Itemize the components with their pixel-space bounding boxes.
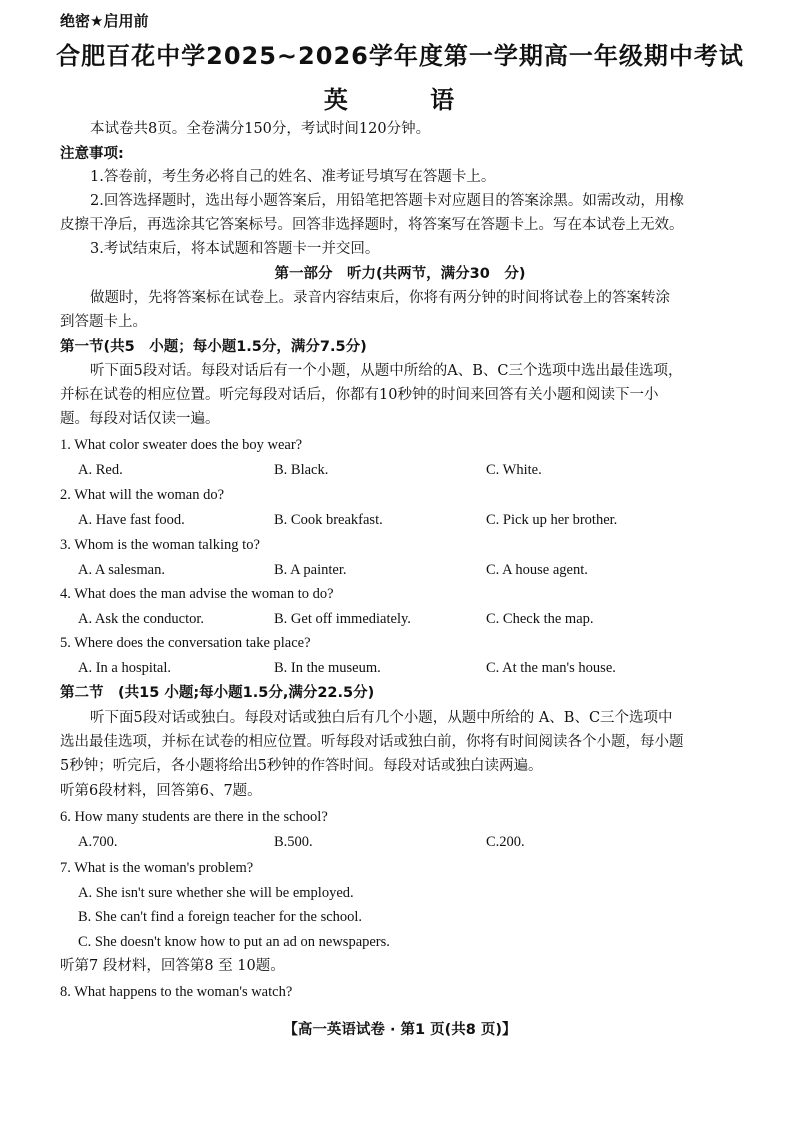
confidential-label: 绝密★启用前 — [60, 12, 149, 30]
intro-text: 本试卷共8页。全卷满分150分，考试时间120分钟。 — [90, 121, 431, 137]
part1-title: 第一部分 听力(共两节，满分30 分) — [274, 266, 526, 282]
option-c: C. White. — [486, 462, 542, 478]
option-a: A. In a hospital. — [78, 660, 172, 676]
part1-instruction: 做题时，先将答案标在试卷上。录音内容结束后，你将有两分钟的时间将试卷上的答案转涂 — [90, 290, 670, 306]
question-stem: 6. How many students are there in the school? — [60, 809, 328, 825]
exam-title: 合肥百花中学2025~2026学年度第一学期高一年级期中考试 — [56, 42, 744, 70]
material-instruction: 听第6段材料，回答第6、7题。 — [60, 783, 262, 799]
option-a: A. Red. — [78, 462, 123, 478]
material-instruction: 听第7 段材料，回答第8 至 10题。 — [60, 958, 285, 974]
question-stem: 3. Whom is the woman talking to? — [60, 537, 260, 553]
option-b: B. Get off immediately. — [274, 611, 411, 627]
option-a: A.700. — [78, 834, 118, 850]
note-item: 2.回答选择题时，选出每小题答案后，用铅笔把答题卡对应题目的答案涂黑。如需改动，用橡 — [90, 193, 684, 209]
subject-title: 英 语 — [323, 86, 477, 114]
section2-instruction: 选出最佳选项，并标在试卷的相应位置。听每段对话或独白前，你将有时间阅读各个小题，每小题 — [60, 734, 684, 750]
section1-instruction: 并标在试卷的相应位置。听完每段对话后，你都有10秒钟的时间来回答有关小题和阅读下一小 — [60, 387, 659, 403]
page-footer: 【高一英语试卷 · 第1 页(共8 页)】 — [283, 1022, 517, 1038]
option-c: C. She doesn't know how to put an ad on newspapers. — [78, 934, 390, 950]
option-a: A. Ask the conductor. — [78, 611, 205, 627]
option-c: C. Pick up her brother. — [486, 512, 618, 528]
section1-title: 第一节(共5 小题；每小题1.5分，满分7.5分) — [60, 339, 367, 355]
option-b: B.500. — [274, 834, 313, 850]
question-stem: 4. What does the man advise the woman to do? — [60, 586, 334, 602]
section2-instruction: 听下面5段对话或独白。每段对话或独白后有几个小题，从题中所给的 A、B、C三个选项中 — [90, 710, 673, 726]
section2-title: 第二节 (共15 小题;每小题1.5分,满分22.5分) — [60, 685, 375, 701]
question-stem: 2. What will the woman do? — [60, 487, 225, 503]
option-a: A. She isn't sure whether she will be employed. — [78, 885, 354, 901]
option-b: B. In the museum. — [274, 660, 381, 676]
section1-instruction: 听下面5段对话。每段对话后有一个小题，从题中所给的A、B、C三个选项中选出最佳选项， — [90, 363, 683, 379]
question-stem: 8. What happens to the woman's watch? — [60, 984, 293, 1000]
option-b: B. Cook breakfast. — [274, 512, 383, 528]
option-b: B. Black. — [274, 462, 329, 478]
option-c: C. A house agent. — [486, 562, 588, 578]
option-c: C. At the man's house. — [486, 660, 616, 676]
option-b: B. She can't find a foreign teacher for the school. — [78, 909, 363, 925]
section2-instruction: 5秒钟；听完后，各小题将给出5秒钟的作答时间。每段对话或独白读两遍。 — [60, 758, 543, 774]
notes-heading: 注意事项: — [60, 146, 124, 162]
option-b: B. A painter. — [274, 562, 347, 578]
note-item: 3.考试结束后，将本试题和答题卡一并交回。 — [90, 241, 380, 257]
note-item: 皮擦干净后，再选涂其它答案标号。回答非选择题时，将答案写在答题卡上。写在本试卷上无效。 — [60, 217, 684, 233]
question-stem: 1. What color sweater does the boy wear? — [60, 437, 303, 453]
part1-instruction: 到答题卡上。 — [60, 314, 147, 330]
option-a: A. A salesman. — [78, 562, 165, 578]
question-stem: 5. Where does the conversation take place? — [60, 635, 311, 651]
note-item: 1.答卷前，考生务必将自己的姓名、准考证号填写在答题卡上。 — [90, 169, 496, 185]
option-c: C. Check the map. — [486, 611, 594, 627]
question-stem: 7. What is the woman's problem? — [60, 860, 254, 876]
option-a: A. Have fast food. — [78, 512, 185, 528]
section1-instruction: 题。每段对话仅读一遍。 — [60, 411, 220, 427]
option-c: C.200. — [486, 834, 525, 850]
